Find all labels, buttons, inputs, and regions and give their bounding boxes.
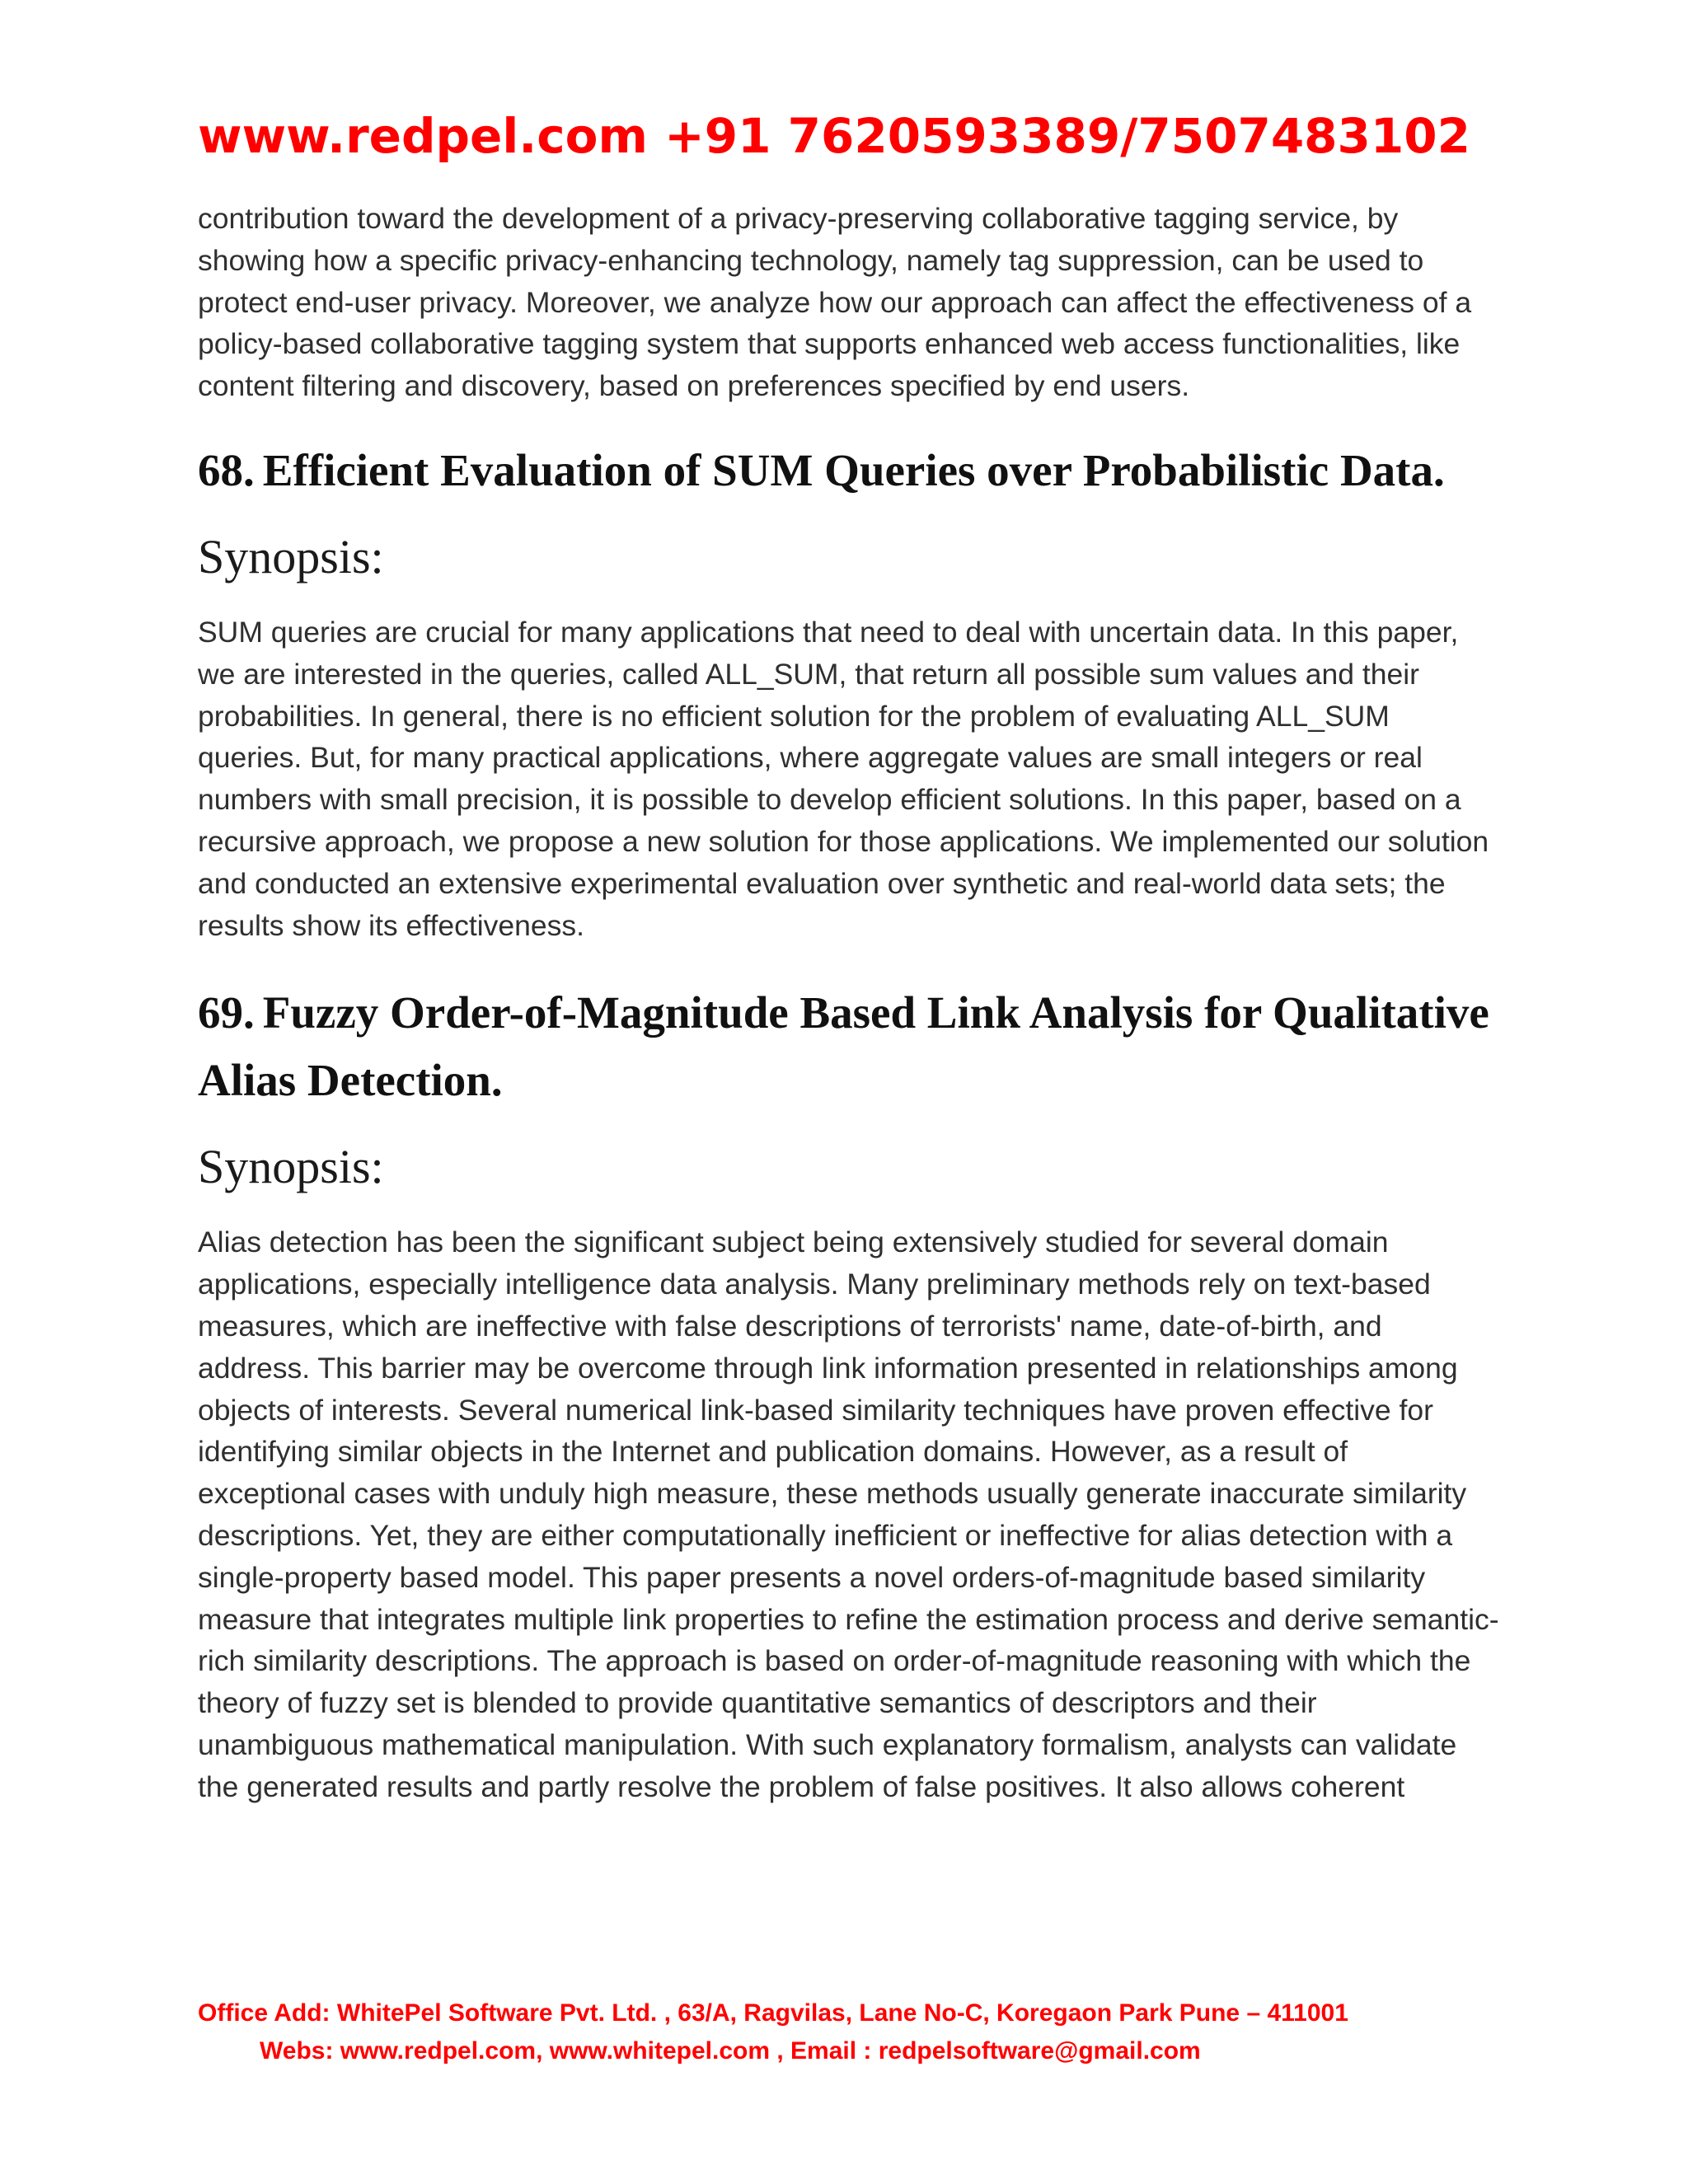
section-title: Efficient Evaluation of SUM Queries over Probabilistic Data. (262, 444, 1445, 495)
footer-address: Office Add: WhitePel Software Pvt. Ltd. , 63/A, Ragvilas, Lane No-C, Koregaon Park Pune – 411001 (198, 1999, 1348, 2027)
synopsis-body: SUM queries are crucial for many applications that need to deal with uncertain data. In this paper, we are interested in the queries, called ALL_SUM, that return all possible sum values and their probabilities. In general, there is no efficient solution for the problem of evaluating ALL_SUM queries. But, for many practical applications, where aggregate values are small integers or real numbers with small precision, it is possible to develop efficient solutions. In this paper, based on a recursive approach, we propose a new solution for those applications. We implemented our solution and conducted an extensive experimental evaluation over synthetic and real-world data sets; the results show its effectiveness. (198, 615, 1489, 942)
section-title: Fuzzy Order-of-Magnitude Based Link Analysis for Qualitative Alias Detection. (198, 987, 1489, 1106)
header-contact: www.redpel.com +91 7620593389/7507483102 (198, 108, 1470, 164)
section-68 (198, 437, 1500, 946)
footer-websites: Webs: www.redpel.com, www.whitepel.com , Email : redpelsoftware@gmail.com (260, 2037, 1201, 2064)
synopsis-body: Alias detection has been the significant subject being extensively studied for several domain applications, especially intelligence data analysis. Many preliminary methods rely on text-based measures, which are ineffective with false descriptions of terrorists' name, date-of-birth, and address. This barrier may be overcome through link information presented in relationships among objects of interests. Several numerical link-based similarity techniques have proven effective for identifying similar objects in the Internet and publication domains. However, as a result of exceptional cases with unduly high measure, these methods usually generate inaccurate similarity descriptions. Yet, they are either computationally inefficient or ineffective for alias detection with a single-property based model. This paper presents a novel orders-of-magnitude based similarity measure that integrates multiple link properties to refine the estimation process and derive semantic-rich similarity descriptions. The approach is based on order-of-magnitude reasoning with which the theory of fuzzy set is blended to provide quantitative semantics of descriptors and their unambiguous mathematical manipulation. With such explanatory formalism, analysts can validate the generated results and partly resolve the problem of false positives. It also allows coherent (198, 1226, 1499, 1803)
section-heading (198, 979, 1500, 1114)
section-number: 68. (198, 444, 255, 495)
section-number: 69. (198, 987, 255, 1038)
synopsis-label: Synopsis: (198, 1140, 384, 1194)
section-69 (198, 979, 1500, 1807)
section-heading (198, 437, 1500, 504)
intro-paragraph: contribution toward the development of a privacy-preserving collaborative tagging service, by showing how a specific privacy-enhancing technology, namely tag suppression, can be used to protect end-user privacy. Moreover, we analyze how our approach can affect the effectiveness of a policy-based collaborative tagging system that supports enhanced web access functionalities, like content filtering and discovery, based on preferences specified by end users. (198, 202, 1472, 403)
page-content (198, 198, 1500, 1841)
synopsis-label: Synopsis: (198, 529, 384, 583)
